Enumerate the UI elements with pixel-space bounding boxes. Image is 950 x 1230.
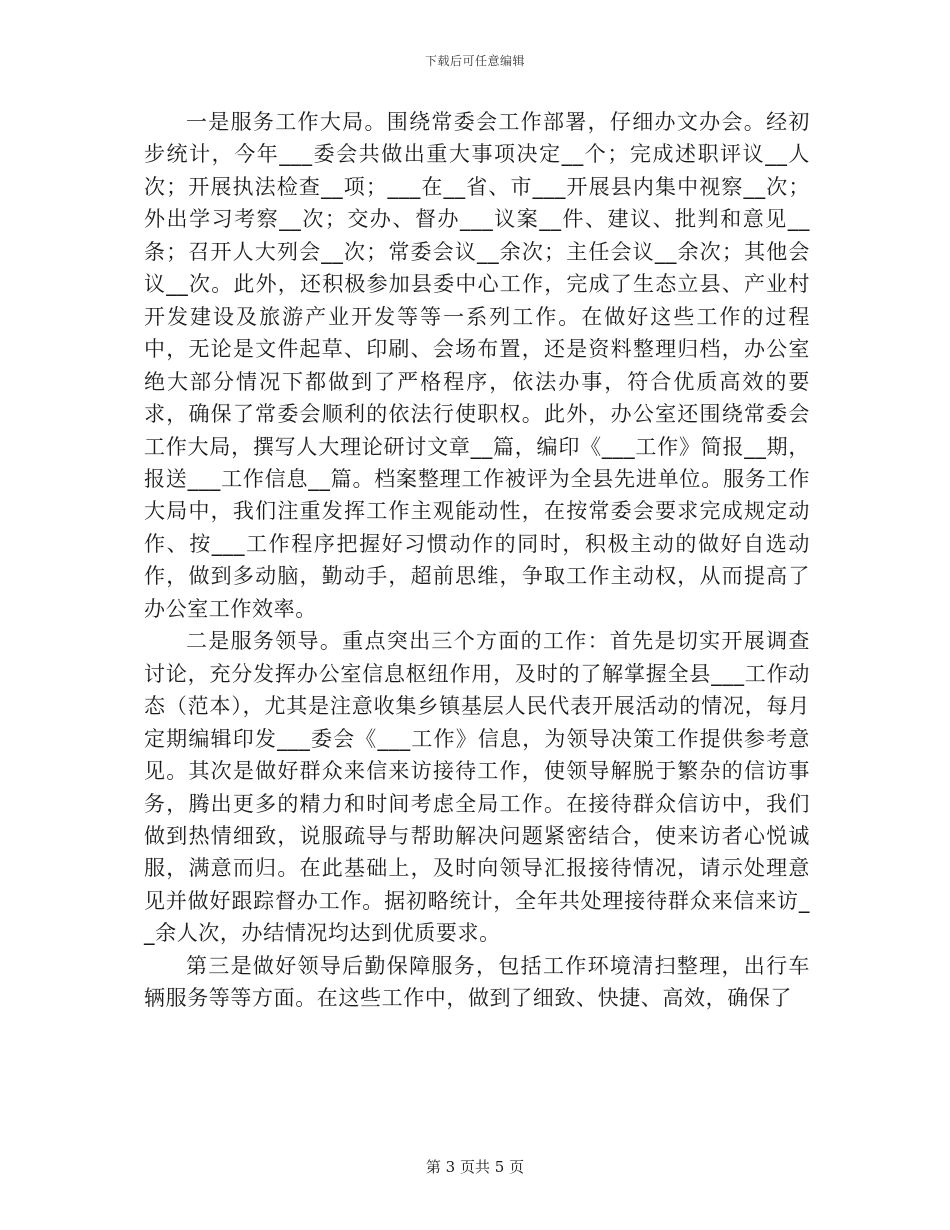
page-header-note: 下载后可任意编辑 bbox=[424, 54, 525, 68]
paragraph-service-overall: 一是服务工作大局。围绕常委会工作部署，仔细办文办会。经初步统计，今年___委会共做出重大事项决定__个；完成述职评议__人次；开展执法检查__项；___在__省、市___开展县内集中视察__次；外出学习考察__次；交办、督办___议案__件、建议、批判和意见__条；召开人大列会__次；常委会议__余次；主任会议__余次；其他会议__次。此外，还积极参加县委中心工作，完成了生态立县、产业村开发建设及旅游产业开发等等一系列工作。在做好这些工作的过程中，无论是文件起草、印刷、会场布置，还是资料整理归档，办公室绝大部分情况下都做到了严格程序，依法办事，符合优质高效的要求，确保了常委会顺利的依法行使职权。此外，办公室还围绕常委会工作大局，撰写人大理论研讨文章__篇，编印《___工作》简报__期，报送___工作信息__篇。档案整理工作被评为全县先进单位。服务工作大局中，我们注重发挥工作主观能动性，在按常委会要求完成规定动作、按___工作程序把握好习惯动作的同时，积极主动的做好自选动作，做到多动脑，勤动手，超前思维，争取工作主动权，从而提高了办公室工作效率。 bbox=[144, 110, 810, 621]
document-body bbox=[144, 106, 810, 1015]
paragraph-logistics-service: 第三是做好领导后勤保障服务，包括工作环境清扫整理，出行车辆服务等等方面。在这些工作中，做到了细致、快捷、高效，确保了 bbox=[144, 953, 810, 1011]
paragraph-service-leaders: 二是服务领导。重点突出三个方面的工作：首先是切实开展调查讨论，充分发挥办公室信息枢纽作用，及时的了解掌握全县___工作动态（范本），尤其是注意收集乡镇基层人民代表开展活动的情况，每月定期编辑印发___委会《___工作》信息，为领导决策工作提供参考意见。其次是做好群众来信来访接待工作，使领导解脱于繁杂的信访事务，腾出更多的精力和时间考虑全局工作。在接待群众信访中，我们做到热情细致，说服疏导与帮助解决问题紧密结合，使来访者心悦诚服，满意而归。在此基础上，及时向领导汇报接待情况，请示处理意见并做好跟踪督办工作。据初略统计，全年共处理接待群众来信来访__余人次，办结情况均达到优质要求。 bbox=[144, 629, 810, 946]
page-number: 第 3 页共 5 页 bbox=[425, 1158, 525, 1176]
